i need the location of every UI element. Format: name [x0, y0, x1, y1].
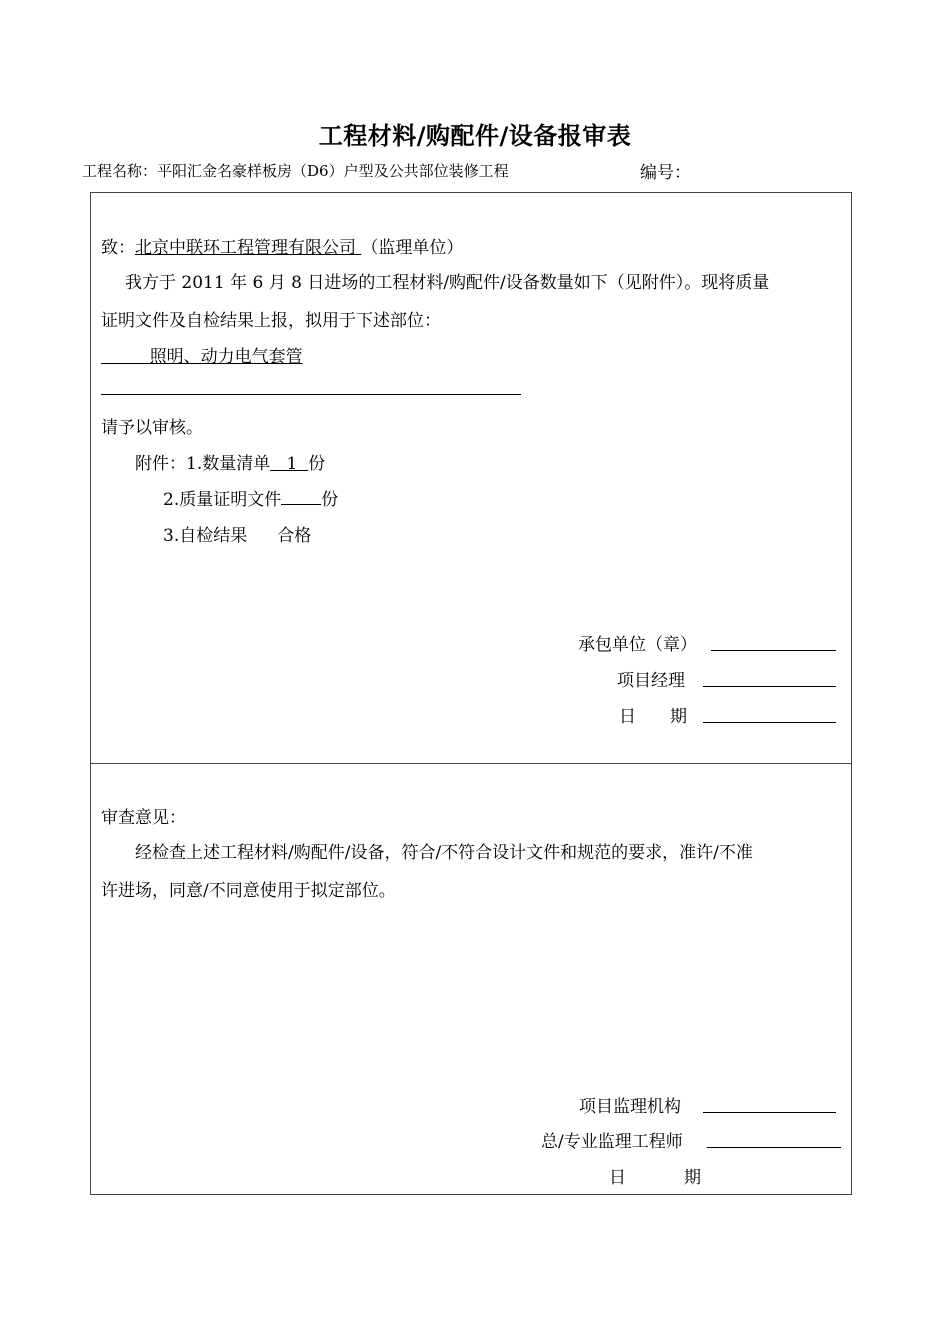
addressee-prefix: 致：	[101, 238, 135, 258]
project-manager-signature-line	[703, 686, 836, 687]
engineer-label: 总/专业监理工程师	[541, 1132, 683, 1152]
body-line-1: 我方于 2011 年 6 月 8 日进场的工程材料/购配件/设备数量如下（见附件）。现将质量	[125, 273, 770, 293]
location-continuation-line	[101, 394, 521, 395]
review-body-line-1: 经检查上述工程材料/购配件/设备，符合/不符合设计文件和规范的要求，准许/不准	[135, 843, 753, 863]
engineer-signature-line	[707, 1147, 841, 1148]
body-line-2: 证明文件及自检结果上报，拟用于下述部位：	[101, 311, 441, 331]
location-text: 照明、动力电气套管	[149, 347, 303, 367]
review-body-line-2: 许进场，同意/不同意使用于拟定部位。	[101, 881, 396, 901]
serial-number-label: 编号：	[640, 163, 691, 183]
attachment-1-count: 1	[286, 454, 298, 474]
attachment-3-value: 合格	[277, 526, 312, 546]
review-heading: 审查意见：	[101, 808, 186, 828]
form-table	[90, 192, 852, 1195]
supervision-company: 北京中联环工程管理有限公司	[135, 238, 356, 258]
contractor-label: 承包单位（章）	[578, 635, 697, 655]
addressee-line	[101, 233, 463, 258]
attachment-3: 3.自检结果 合格	[163, 526, 312, 546]
date-label-1: 日 期	[619, 707, 687, 727]
form-title: 工程材料/购配件/设备报审表	[318, 122, 632, 150]
request-text: 请予以审核。	[101, 418, 203, 438]
attachment-1: 附件：1.数量清单 1 份	[135, 454, 326, 474]
section-divider	[91, 763, 851, 764]
project-manager-label: 项目经理	[617, 671, 685, 691]
contractor-signature-line	[711, 650, 836, 651]
attachment-2: 2.质量证明文件 份	[163, 490, 339, 510]
addressee-suffix: （监理单位）	[361, 238, 464, 258]
supervision-org-label: 项目监理机构	[579, 1097, 681, 1117]
date-line-1	[703, 722, 836, 723]
supervision-org-signature-line	[703, 1112, 836, 1113]
date-label-2: 日 期	[609, 1168, 701, 1188]
project-name: 工程名称：平阳汇金名豪样板房（D6）户型及公共部位装修工程	[82, 162, 509, 180]
